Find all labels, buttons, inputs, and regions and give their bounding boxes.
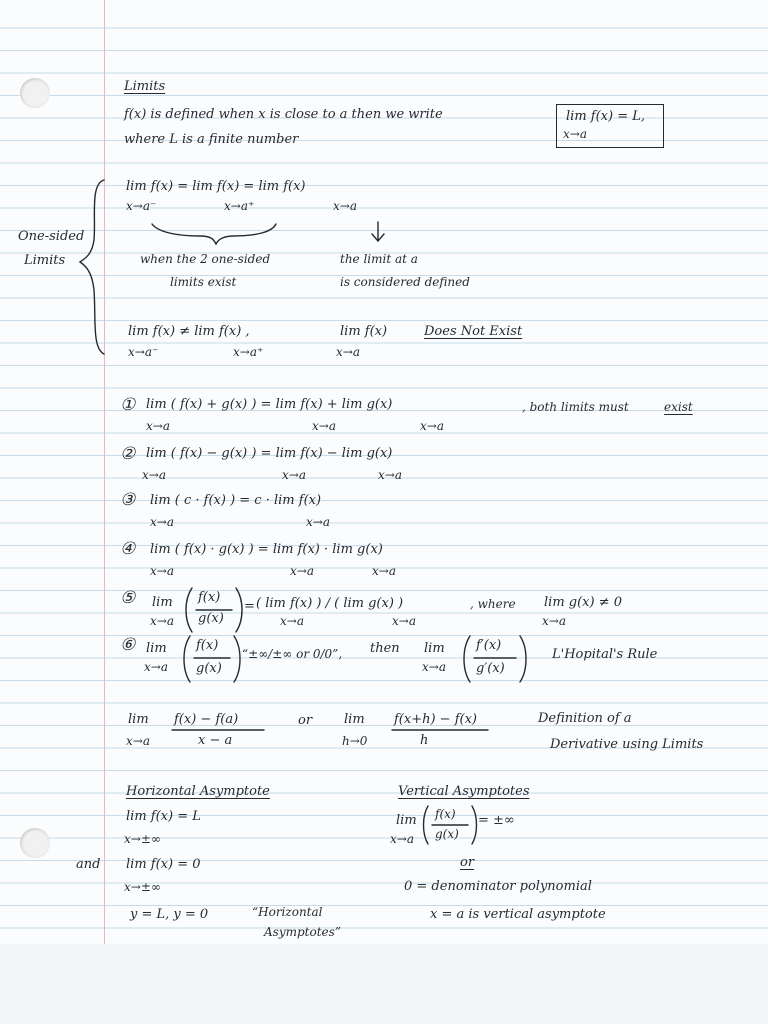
vertical-line-1: 0 = denominator polynomial: [404, 879, 592, 894]
side-label-one-sided: One-sided: [18, 229, 85, 244]
rule-6-denominator: g(x): [196, 661, 222, 676]
derivative-caption-1: Definition of a: [538, 711, 632, 726]
rule-2-number: ②: [120, 444, 136, 464]
horizontal-eq-1: lim f(x) = L: [126, 809, 201, 824]
horizontal-asymptote-heading: Horizontal Asymptote: [126, 784, 270, 799]
derivative-sub-1: x→a: [126, 734, 150, 748]
rule-5-equals: =: [244, 599, 255, 614]
boxed-limit-sub: x→a: [563, 127, 587, 141]
dne-text: Does Not Exist: [424, 324, 523, 339]
rule-1-number: ①: [120, 395, 136, 415]
rule-1-note-exist: exist: [664, 400, 693, 414]
not-equal-expression: lim f(x) ≠ lim f(x) ,: [128, 324, 250, 339]
rule-6-denominator-prime: g′(x): [476, 661, 505, 676]
rule-4-sub-1: x→a: [150, 564, 174, 578]
note-right-2: is considered defined: [340, 275, 470, 289]
rule-4-sub-3: x→a: [372, 564, 396, 578]
vertical-or: or: [460, 855, 475, 870]
rule-5-denominator: g(x): [198, 611, 224, 626]
horizontal-eq-2: lim f(x) = 0: [126, 857, 201, 872]
derivative-sub-2: h→0: [342, 734, 368, 748]
rule-5-number: ⑤: [120, 588, 136, 608]
vertical-lim: lim: [396, 813, 417, 828]
underbrace: [152, 224, 276, 244]
rule-4-number: ④: [120, 539, 136, 559]
definition-line-1: f(x) is defined when x is close to a then we write: [124, 107, 443, 122]
rule-6-sub-1: x→a: [144, 660, 168, 674]
derivative-lim-1: lim: [128, 712, 149, 727]
rule-2-expression: lim ( f(x) − g(x) ) = lim f(x) − lim g(x): [146, 446, 393, 461]
vertical-sub: x→a: [390, 832, 414, 846]
rule-3-number: ③: [120, 490, 136, 510]
horizontal-sub-2: x→±∞: [124, 880, 161, 894]
derivative-denominator-1: x − a: [198, 733, 233, 748]
rule-3-expression: lim ( c · f(x) ) = c · lim f(x): [150, 493, 322, 508]
limits-heading: Limits: [124, 79, 166, 94]
horizontal-conclusion: y = L, y = 0: [130, 907, 209, 922]
horizontal-sub-1: x→±∞: [124, 832, 161, 846]
rule-2-sub-3: x→a: [378, 468, 402, 482]
down-arrow-icon: [372, 222, 384, 241]
not-equal-sub-left: x→a⁻: [128, 345, 159, 359]
page-bottom-strip: [0, 944, 768, 1024]
rule-5-sub-3: x→a: [392, 614, 416, 628]
derivative-numerator-2: f(x+h) − f(x): [394, 712, 477, 727]
lhopital-rule-label: L'Hopital's Rule: [552, 647, 658, 662]
rule-6-lim-2: lim: [424, 641, 445, 656]
rule-5-sub-2: x→a: [280, 614, 304, 628]
note-left-1: when the 2 one-sided: [140, 252, 271, 266]
one-sided-equation: lim f(x) = lim f(x) = lim f(x): [126, 179, 306, 194]
horizontal-quote-2: Asymptotes”: [264, 925, 341, 939]
one-sided-sub-both: x→a: [333, 199, 357, 213]
derivative-numerator-1: f(x) − f(a): [174, 712, 239, 727]
vertical-numerator: f(x): [435, 807, 456, 821]
and-label: and: [76, 857, 101, 872]
rule-1-note: , both limits must: [522, 400, 629, 414]
rule-6-indeterminate: “±∞/±∞ or 0/0”,: [242, 647, 343, 661]
rule-4-sub-2: x→a: [290, 564, 314, 578]
side-label-limits: Limits: [24, 253, 66, 268]
rule-5-numerator: f(x): [198, 590, 221, 605]
derivative-caption-2: Derivative using Limits: [550, 737, 704, 752]
rule-2-sub-2: x→a: [282, 468, 306, 482]
not-equal-sub-right: x→a⁺: [233, 345, 264, 359]
rule-5-where: , where: [470, 597, 516, 611]
horizontal-quote-1: “Horizontal: [252, 905, 323, 919]
rule-5-sub-1: x→a: [150, 614, 174, 628]
derivative-denominator-2: h: [420, 733, 429, 748]
rule-5-condition: lim g(x) ≠ 0: [544, 595, 622, 610]
note-right-1: the limit at a: [340, 252, 418, 266]
one-sided-sub-right: x→a⁺: [224, 199, 255, 213]
vertical-denominator: g(x): [435, 827, 459, 841]
rule-6-numerator: f(x): [196, 638, 219, 653]
derivative-lim-2: lim: [344, 712, 365, 727]
boxed-limit: lim f(x) = L,: [566, 109, 645, 124]
rule-6-lim: lim: [146, 641, 167, 656]
vertical-line-2: x = a is vertical asymptote: [430, 907, 606, 922]
rule-6-numerator-prime: f′(x): [476, 638, 502, 653]
rule-4-expression: lim ( f(x) · g(x) ) = lim f(x) · lim g(x): [150, 542, 383, 557]
rule-3-sub-1: x→a: [150, 515, 174, 529]
rule-1-sub-3: x→a: [420, 419, 444, 433]
derivative-or: or: [298, 713, 313, 728]
one-sided-sub-left: x→a⁻: [126, 199, 157, 213]
rule-2-sub-1: x→a: [142, 468, 166, 482]
dne-limit: lim f(x): [340, 324, 388, 339]
dne-sub: x→a: [336, 345, 360, 359]
vertical-rhs: = ±∞: [478, 813, 515, 828]
definition-line-2: where L is a finite number: [124, 132, 299, 147]
rule-3-sub-2: x→a: [306, 515, 330, 529]
rule-6-sub-2: x→a: [422, 660, 446, 674]
rule-5-condition-sub: x→a: [542, 614, 566, 628]
rule-5-lim: lim: [152, 595, 173, 610]
left-brace: [80, 180, 104, 354]
rule-5-rhs: ( lim f(x) ) / ( lim g(x) ): [256, 596, 404, 611]
rule-1-expression: lim ( f(x) + g(x) ) = lim f(x) + lim g(x): [146, 397, 393, 412]
rule-1-sub-2: x→a: [312, 419, 336, 433]
vertical-asymptote-heading: Vertical Asymptotes: [398, 784, 530, 799]
note-left-2: limits exist: [170, 275, 237, 289]
rule-1-sub-1: x→a: [146, 419, 170, 433]
rule-6-number: ⑥: [120, 635, 136, 655]
rule-6-then: then: [370, 641, 400, 656]
